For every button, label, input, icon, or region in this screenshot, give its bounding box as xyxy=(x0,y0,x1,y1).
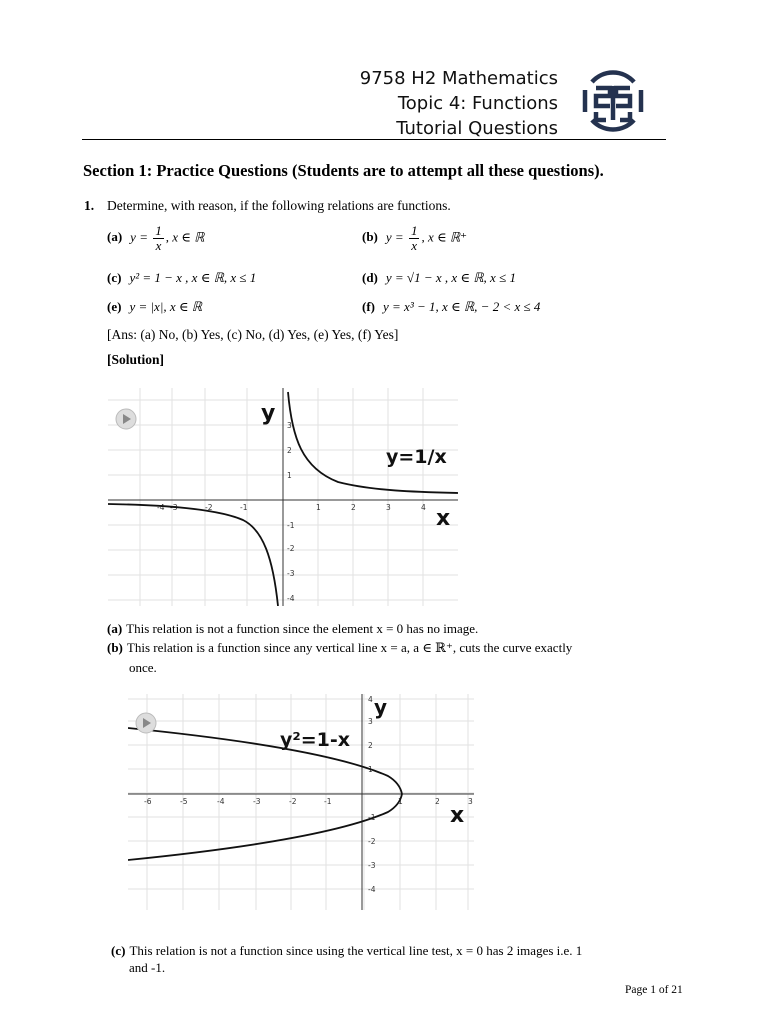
y-axis-label: y xyxy=(261,401,276,426)
header-course-title: 9758 H2 Mathematics xyxy=(359,68,558,89)
x-tick: -2 xyxy=(289,797,297,806)
explanation-c: (c) This relation is not a function since using the vertical line test, x = 0 has 2 images i.e. 1 xyxy=(111,943,583,958)
x-tick: 1 xyxy=(398,797,403,806)
explanation-b-continued: once. xyxy=(129,660,157,675)
part-d: (d) y = √1 − x , x ∈ ℝ, x ≤ 1 xyxy=(362,270,516,285)
x-tick: -4 xyxy=(157,503,165,512)
explanation-a: (a) This relation is not a function since the element x = 0 has no image. xyxy=(107,621,479,636)
curve-annotation: y=1/x xyxy=(386,446,447,468)
x-tick: -3 xyxy=(253,797,261,806)
part-b: (b) y = $\frac{1}{x}$ , x ∈ ℝ⁺ xyxy=(362,223,467,253)
y-tick: -2 xyxy=(368,837,376,846)
part-a: (a) y = $\frac{1}{x}$ , x ∈ ℝ xyxy=(107,223,205,253)
y-tick: 1 xyxy=(368,765,373,774)
question-number: 1. xyxy=(84,198,95,213)
explanation-c-continued: and -1. xyxy=(129,960,166,975)
y-tick: 2 xyxy=(287,446,292,455)
x-tick: -6 xyxy=(144,797,152,806)
y-tick: 2 xyxy=(368,741,373,750)
question-text: Determine, with reason, if the following relations are functions. xyxy=(107,198,451,213)
x-axis-label: x xyxy=(450,803,465,828)
x-tick: 3 xyxy=(468,797,473,806)
x-axis-label: x xyxy=(436,506,451,531)
x-tick: 2 xyxy=(435,797,440,806)
y-tick: 3 xyxy=(368,717,373,726)
answer-line: [Ans: (a) No, (b) Yes, (c) No, (d) Yes, (e) Yes, (f) Yes] xyxy=(107,327,399,342)
explanation-b: (b) This relation is a function since any vertical line x = a, a ∈ ℝ⁺, cuts the curve exactly xyxy=(107,640,573,655)
x-tick: -4 xyxy=(217,797,225,806)
curve-annotation: y²=1-x xyxy=(280,729,350,751)
x-tick: 4 xyxy=(421,503,426,512)
y-tick: -2 xyxy=(287,544,295,553)
y-tick: -3 xyxy=(287,569,295,578)
y-tick: 4 xyxy=(368,695,373,704)
play-button[interactable] xyxy=(136,713,156,733)
part-c: (c) y² = 1 − x , x ∈ ℝ, x ≤ 1 xyxy=(107,270,257,285)
x-tick: 3 xyxy=(386,503,391,512)
header-doc-title: Tutorial Questions xyxy=(396,118,558,139)
x-tick: -1 xyxy=(324,797,332,806)
x-tick: -1 xyxy=(240,503,248,512)
school-crest-icon xyxy=(580,68,646,134)
y-tick: -4 xyxy=(287,594,295,603)
x-tick: 1 xyxy=(316,503,321,512)
y-tick: 1 xyxy=(287,471,292,480)
play-button[interactable] xyxy=(116,409,136,429)
graph-reciprocal xyxy=(108,388,458,606)
x-tick: -3 xyxy=(170,503,178,512)
y-tick: -3 xyxy=(368,861,376,870)
part-f: (f) y = x³ − 1, x ∈ ℝ, − 2 < x ≤ 4 xyxy=(362,299,541,314)
page-number: Page 1 of 21 xyxy=(625,984,683,996)
y-tick: -1 xyxy=(287,521,295,530)
x-tick: 2 xyxy=(351,503,356,512)
y-tick: -1 xyxy=(368,813,376,822)
header-rule xyxy=(82,139,666,140)
solution-label: [Solution] xyxy=(107,352,165,367)
part-e: (e) y = |x|, x ∈ ℝ xyxy=(107,299,203,314)
y-tick: -4 xyxy=(368,885,376,894)
x-tick: -5 xyxy=(180,797,188,806)
x-tick: -2 xyxy=(205,503,213,512)
graph-parabola xyxy=(128,694,474,910)
y-tick: 3 xyxy=(287,421,292,430)
header-topic-title: Topic 4: Functions xyxy=(397,93,558,114)
y-axis-label: y xyxy=(374,695,388,719)
section-title: Section 1: Practice Questions (Students are to attempt all these questions). xyxy=(83,161,604,180)
